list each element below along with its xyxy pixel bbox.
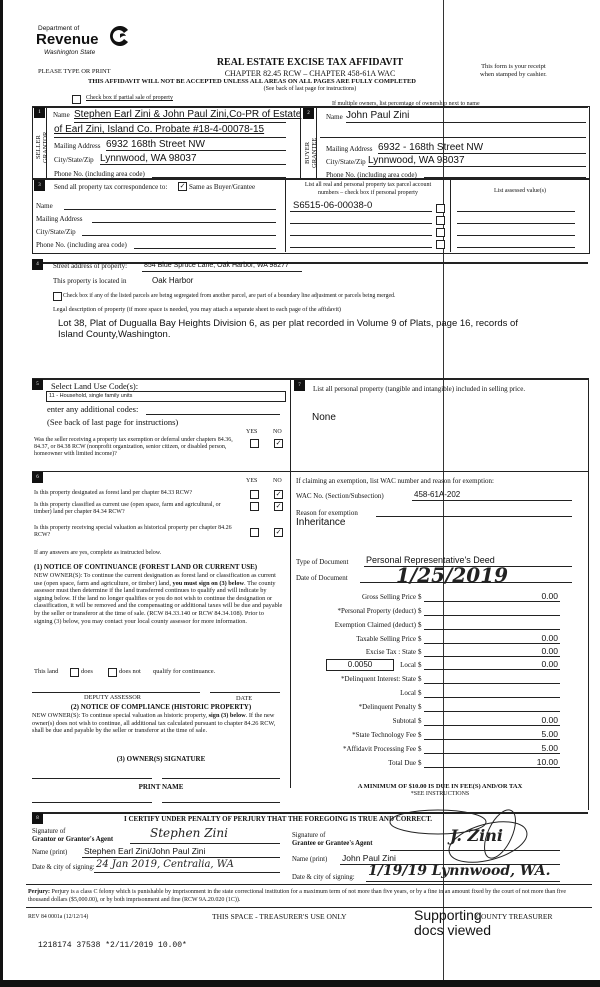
subtotal-label: Subtotal — [392, 717, 416, 725]
historic-yes-checkbox[interactable] — [250, 528, 259, 537]
print-name-line-1[interactable] — [32, 802, 152, 803]
located-in-label: This property is located in — [53, 277, 127, 285]
seller-city-label: City/State/Zip — [54, 156, 94, 164]
receipt-note — [480, 63, 547, 79]
buyer-city-label: City/State/Zip — [326, 158, 366, 166]
segregated-checkbox[interactable] — [53, 292, 62, 301]
assessed-header: List assessed value(s) — [494, 188, 546, 194]
excise-tax-local-label: Local — [400, 661, 416, 669]
left-right-column-divider — [290, 378, 291, 788]
section-3-number: 3 — [34, 180, 45, 191]
buyer-mailing-value[interactable]: 6932 - 168th Street NW — [378, 142, 484, 153]
grantee-date-value[interactable]: 1/19/19 Lynnwood, WA. — [368, 863, 551, 879]
taxable-selling-price-value[interactable]: 0.00 — [541, 633, 558, 643]
legal-description-label: Legal description of property (if more space is needed, you may attach a separate sheet to each page of the affidavit) — [53, 306, 341, 313]
personal-property-checkbox-1[interactable] — [436, 204, 445, 213]
wac-label: WAC No. (Section/Subsection) — [296, 492, 384, 500]
fee-rule — [424, 739, 560, 740]
located-in-value[interactable]: Oak Harbor — [152, 276, 194, 285]
supporting-docs-stamp — [414, 908, 491, 938]
s6-yes-header: YES — [246, 478, 258, 484]
document-date-rule — [360, 582, 572, 583]
buyer-city-rule — [368, 166, 586, 167]
please-type-label: PLEASE TYPE OR PRINT — [38, 68, 111, 75]
correspondence-phone-field[interactable] — [134, 248, 276, 249]
this-land-label: This land — [34, 668, 59, 675]
delinquent-interest-local-label: Local — [400, 689, 416, 697]
grantee-date-rule — [366, 881, 560, 882]
fee-rule — [424, 615, 560, 616]
land-use-select[interactable] — [46, 391, 286, 402]
current-use-yes-checkbox[interactable] — [250, 502, 259, 511]
buyer-phone-label: Phone No. (including area code) — [326, 171, 417, 179]
grantor-signature-rule — [130, 843, 280, 844]
state-technology-fee-value[interactable]: 5.00 — [541, 729, 558, 739]
seller-phone-label: Phone No. (including area code) — [54, 170, 145, 178]
currency-symbol: $ — [418, 745, 422, 753]
forest-land-question: Is this property designated as forest land per chapter 84.33 RCW? — [34, 490, 193, 496]
scan-bottom-edge — [0, 980, 600, 987]
currency-symbol: $ — [418, 593, 422, 601]
buyer-mailing-label: Mailing Address — [326, 145, 373, 153]
logo-state-text: Washington State — [44, 49, 96, 56]
correspondence-name-field[interactable] — [64, 209, 276, 210]
excise-tax-state-value[interactable]: 0.00 — [541, 646, 558, 656]
historic-question: Is this property receiving special valuation as historical property per chapter 84.26 RCW? — [34, 525, 232, 538]
fee-rule — [424, 669, 560, 670]
deputy-assessor-label: DEPUTY ASSESSOR — [84, 694, 141, 701]
form-chapter: CHAPTER 82.45 RCW – CHAPTER 458-61A WAC — [224, 69, 396, 78]
fee-rule — [424, 643, 560, 644]
qualify-label: qualify for continuance. — [153, 668, 216, 675]
legal-description-line2: Island County,Washington. — [58, 329, 171, 340]
owner-signature-line-1[interactable] — [32, 778, 152, 779]
stamp-line1: Supporting — [414, 907, 482, 923]
s5-yes-checkbox[interactable] — [250, 439, 259, 448]
total-due-value[interactable]: 10.00 — [536, 757, 558, 767]
currency-symbol: $ — [418, 607, 422, 615]
correspondence-city-label: City/State/Zip — [36, 228, 76, 236]
parcel-header — [287, 181, 449, 197]
grantor-date-label: Date & city of signing: — [32, 864, 95, 871]
notice-continuance-title: (1) NOTICE OF CONTINUANCE (FOREST LAND OR CURRENT USE) — [34, 563, 258, 571]
additional-codes-label: enter any additional codes: — [47, 404, 139, 414]
subtotal-value[interactable]: 0.00 — [541, 715, 558, 725]
perjury-notice: Perjury: Perjury is a class C felony which is punishable by imprisonment in the state correctional institution for a maximum term of not more than five years, or by a fine in an amount fixed by the court of not more than five thousand dollars ($5,000.00), or by both imprisonment and fine (RCW 9A.20.020 (1C)). — [28, 889, 567, 903]
delinquent-penalty-label: *Delinquent Penalty — [358, 703, 416, 711]
stamp-line2: docs viewed — [414, 922, 492, 938]
land-use-see-back: (See back of last page for instructions) — [47, 417, 179, 427]
fee-rule — [424, 767, 560, 768]
correspondence-city-field[interactable] — [82, 235, 276, 236]
buyer-name2-rule — [320, 137, 586, 138]
forest-land-yes-checkbox[interactable] — [250, 490, 259, 499]
print-name-line-2[interactable] — [162, 802, 280, 803]
receipt-note-line2: when stamped by cashier. — [480, 71, 547, 78]
send-correspondence-label: Send all property tax correspondence to: — [54, 183, 168, 191]
legal-description-line1: Lot 38, Plat of Dugualla Bay Heights Division 6, as per plat recorded in Volume 9 of Plats, page 16, records of — [58, 318, 518, 329]
currency-symbol: $ — [418, 648, 422, 656]
delinquent-interest-state-label: *Delinquent Interest: State — [340, 675, 416, 683]
section-6-number: 6 — [32, 472, 43, 483]
document-type-label: Type of Document — [296, 558, 349, 566]
street-address-label: Street address of property: — [53, 262, 128, 270]
buyer-mailing-rule — [378, 153, 586, 154]
street-address-value[interactable]: 854 Blue Spruce Lane, Oak Harbor, WA 98277 — [144, 262, 289, 269]
county-treasurer-label: COUNTY TREASURER — [476, 912, 553, 921]
grantee-signature-label-line2: Grantee or Grantee's Agent — [292, 840, 373, 847]
does-label: does — [81, 668, 93, 675]
seller-name-label: Name — [53, 111, 70, 119]
land-use-value: 11 - Household, single family units — [49, 393, 133, 399]
grantor-date-value[interactable]: 24 Jan 2019, Centralia, WA — [96, 859, 234, 870]
assessed-value-field-3[interactable] — [457, 235, 575, 236]
legal-description-value[interactable] — [58, 318, 518, 340]
notice-compliance-body: NEW OWNER(S): To continue special valuation as historic property, sign (3) below. If the new owner(s) does not wish to continue, all additional tax calculated pursuant to chapter 84.26 RCW, shall be due and payable by the seller or transferor at the time of sale. — [32, 712, 276, 735]
parcel-number-field-3[interactable] — [290, 235, 432, 236]
wac-value[interactable]: 458-61A-202 — [414, 490, 461, 499]
certify-statement: I CERTIFY UNDER PENALTY OF PERJURY THAT THE FOREGOING IS TRUE AND CORRECT. — [124, 815, 433, 823]
current-use-no-checkbox[interactable]: ✓ — [275, 502, 282, 510]
exemption-instruction: If claiming an exemption, list WAC number and reason for exemption: — [296, 477, 494, 485]
taxable-selling-price-label: Taxable Selling Price — [356, 635, 416, 643]
seller-city-value[interactable]: Lynnwood, WA 98037 — [100, 153, 197, 164]
receipt-note-line1: This form is your receipt — [481, 63, 546, 70]
land-use-label: Select Land Use Code(s): — [51, 381, 139, 391]
receipt-stamp: 1218174 37538 *2/11/2019 10.00* — [38, 941, 187, 950]
same-as-buyer-checkbox[interactable]: ✓ — [179, 182, 186, 190]
assessor-date-line[interactable] — [210, 692, 280, 693]
form-title: REAL ESTATE EXCISE TAX AFFIDAVIT — [216, 57, 404, 68]
exemption-reason-rule — [376, 516, 572, 517]
assessed-value-field-4[interactable] — [457, 247, 575, 248]
s5-no-header: NO — [273, 429, 282, 435]
parcel-number-field-4[interactable] — [290, 247, 432, 248]
parcel-number-field-2[interactable] — [290, 223, 432, 224]
partial-sale-label: Check box if partial sale of property — [86, 95, 173, 101]
grantor-date-rule — [94, 872, 280, 873]
dor-logo — [36, 22, 131, 62]
partial-sale-checkbox[interactable] — [72, 95, 81, 104]
seller-mailing-rule — [106, 150, 286, 151]
grantee-name-value[interactable]: John Paul Zini — [342, 853, 396, 863]
see-back-note: (See back of last page for instructions) — [263, 86, 357, 92]
currency-symbol: $ — [418, 759, 422, 767]
multiple-owners-note: If multiple owners, list percentage of ownership next to name — [332, 101, 480, 107]
grantor-name-value[interactable]: Stephen Earl Zini/John Paul Zini — [84, 846, 206, 856]
notice-continuance-body: NEW OWNER(S): To continue the current designation as forest land or classification as current use (open space, farm and agriculture, or timber) land, you must sign on (3) below. The county assessor must then determine if the land transferred continues to qualify and will indicate by signing below. If the land no longer qualifies or you do not wish to continue the designation or classification, it will be removed and the compensating or additional taxes will be due and payable by the seller or transferor at the time of sale. (RCW 84.33.140 or RCW 84.34.108). Prior to signing (3) below, you may contact your local county assessor for more information. — [34, 572, 283, 625]
grantor-signature-label — [32, 828, 113, 844]
section-2-number: 2 — [303, 108, 314, 119]
currency-symbol: $ — [418, 689, 422, 697]
seller-grantor-label: SELLER GRANTOR — [35, 131, 49, 164]
grantee-signature-scribble — [388, 806, 538, 866]
local-rate-box[interactable] — [326, 659, 394, 671]
grantee-name-label: Name (print) — [292, 856, 328, 863]
buyer-name-value[interactable]: John Paul Zini — [346, 110, 410, 121]
correspondence-mailing-field[interactable] — [92, 222, 276, 223]
grantor-signature-label-line2: Grantor or Grantor's Agent — [32, 836, 114, 843]
logo-revenue-text: Revenue — [36, 31, 99, 48]
parcel-header-line2: numbers – check box if personal property — [318, 190, 418, 196]
currency-symbol: $ — [418, 703, 422, 711]
fee-rule — [424, 697, 560, 698]
notice-compliance-title: (2) NOTICE OF COMPLIANCE (HISTORIC PROPERTY) — [70, 703, 252, 711]
exemption-claimed-label: Exemption Claimed (deduct) — [334, 621, 416, 629]
footer-top-rule — [26, 884, 592, 885]
section-5-number: 5 — [32, 379, 43, 390]
wac-rule — [412, 500, 572, 501]
fee-rule — [424, 629, 560, 630]
section-6-top-rule — [32, 471, 588, 472]
footer-rule — [26, 907, 592, 908]
parcel-divider — [285, 178, 286, 252]
local-rate-value: 0.0050 — [347, 660, 373, 669]
seller-city-rule — [100, 164, 286, 165]
total-due-label: Total Due — [388, 759, 416, 767]
does-qualify-checkbox[interactable] — [70, 668, 79, 677]
section-7-number: 7 — [294, 380, 305, 391]
s6-no-header: NO — [273, 478, 282, 484]
form-id: REV 84 0001a (12/12/14) — [28, 914, 89, 920]
if-yes-instruction: If any answers are yes, complete as instructed below. — [34, 550, 162, 556]
segregated-label: Check box if any of the listed parcels are being segregated from another parcel, are part of a boundary line adjustment or parcels being merged. — [63, 293, 396, 299]
parcel-header-line1: List all real and personal property tax parcel account — [304, 182, 432, 188]
additional-codes-field[interactable] — [146, 414, 280, 415]
seller-mailing-label: Mailing Address — [54, 142, 101, 150]
fee-rule — [424, 656, 560, 657]
fee-rule — [424, 711, 560, 712]
seller-name2-rule — [54, 137, 286, 138]
assessed-value-field-1[interactable] — [457, 211, 575, 212]
gross-selling-price-label: Gross Selling Price — [361, 593, 416, 601]
currency-symbol: $ — [418, 661, 422, 669]
grantor-name-label: Name (print) — [32, 849, 68, 856]
personal-property-value[interactable]: None — [312, 412, 336, 423]
personal-property-checkbox-3[interactable] — [436, 228, 445, 237]
document-date-label: Date of Document — [296, 574, 348, 582]
section-1-2-divider — [300, 106, 301, 178]
personal-property-label: List all personal property (tangible and intangible) included in selling price. — [313, 385, 526, 393]
dor-swirl-icon — [108, 24, 132, 48]
buyer-name-rule — [346, 122, 586, 123]
logo-dept-text: Department of — [38, 25, 80, 32]
seller-name-rule — [74, 122, 286, 123]
buyer-name-label: Name — [326, 113, 343, 121]
grantor-signature[interactable]: Stephen Zini — [150, 826, 228, 840]
s5-yes-header: YES — [246, 429, 258, 435]
state-technology-fee-label: *State Technology Fee — [352, 731, 416, 739]
correspondence-phone-label: Phone No. (including area code) — [36, 241, 127, 249]
currency-symbol: $ — [418, 621, 422, 629]
owner-signature-line-2[interactable] — [162, 778, 280, 779]
personal-property-deduct-label: *Personal Property (deduct) — [337, 607, 416, 615]
parcel-number-1[interactable]: S6515-06-00038-0 — [293, 200, 373, 211]
section-8-number: 8 — [32, 813, 43, 824]
minimum-due-note: A MINIMUM OF $10.00 IS DUE IN FEE(S) AND/OR TAX — [357, 783, 523, 790]
grantor-signature-label-line1: Signature of — [32, 828, 66, 835]
seller-mailing-value[interactable]: 6932 168th Street NW — [106, 139, 205, 150]
currency-symbol: $ — [418, 675, 422, 683]
section-1-number: 1 — [34, 107, 45, 118]
assessed-divider — [450, 178, 451, 252]
same-as-buyer-label: Same as Buyer/Grantee — [189, 183, 256, 191]
grantee-signature[interactable]: J. Zini — [450, 826, 503, 845]
section-4-number: 4 — [32, 259, 43, 270]
excise-tax-state-label: Excise Tax : State — [365, 648, 416, 656]
grantee-signature-rule — [390, 850, 560, 851]
grantor-name-rule — [82, 857, 280, 858]
document-date-value[interactable]: 1/25/2019 — [396, 563, 509, 587]
print-name-label: PRINT NAME — [138, 783, 184, 791]
assessed-value-field-2[interactable] — [457, 223, 575, 224]
deputy-assessor-signature-line[interactable] — [32, 692, 200, 693]
seller-name-line1[interactable]: Stephen Earl Zini & John Paul Zini,Co-PR of Estate — [74, 109, 302, 120]
buyer-grantee-label: BUYER GRANTEE — [304, 137, 318, 168]
correspondence-mailing-label: Mailing Address — [36, 215, 83, 223]
fee-rule — [424, 753, 560, 754]
gross-selling-price-value[interactable]: 0.00 — [541, 591, 558, 601]
document-type-value[interactable]: Personal Representative's Deed — [366, 555, 495, 565]
exemption-deferral-question: Was the seller receiving a property tax exemption or deferral under chapters 84.36, 84.37, or 84.38 RCW (nonprofit organization, senior citizen, or disabled person, homeowner with limited income)? — [34, 437, 233, 457]
grantee-signature-label — [292, 832, 372, 848]
grantee-signature-label-line1: Signature of — [292, 832, 326, 839]
parcel-rule-1 — [290, 211, 432, 212]
correspondence-name-label: Name — [36, 202, 53, 210]
treasurer-use-label: THIS SPACE - TREASURER'S USE ONLY — [212, 912, 347, 921]
buyer-city-value[interactable]: Lynnwood, WA 98037 — [368, 155, 465, 166]
does-not-label: does not — [119, 668, 141, 675]
forest-land-no-checkbox[interactable]: ✓ — [275, 490, 282, 498]
exemption-reason-label: Reason for exemption — [296, 509, 358, 517]
exemption-reason-value[interactable]: Inheritance — [296, 517, 346, 528]
personal-property-checkbox-4[interactable] — [436, 240, 445, 249]
fee-rule — [424, 683, 560, 684]
form-warning: THIS AFFIDAVIT WILL NOT BE ACCEPTED UNLESS ALL AREAS ON ALL PAGES ARE FULLY COMPLETED — [88, 78, 416, 85]
historic-no-checkbox[interactable]: ✓ — [275, 528, 282, 536]
affidavit-processing-fee-label: *Affidavit Processing Fee — [343, 745, 416, 753]
section-5-top-rule — [32, 378, 588, 380]
currency-symbol: $ — [418, 731, 422, 739]
excise-tax-local-value[interactable]: 0.00 — [541, 659, 558, 669]
right-border — [588, 378, 589, 810]
see-instructions-note: *SEE INSTRUCTIONS — [410, 791, 470, 797]
fee-rule — [424, 725, 560, 726]
s5-no-checkbox[interactable]: ✓ — [275, 439, 282, 447]
street-address-rule — [142, 271, 302, 272]
owner-signature-title: (3) OWNER(S) SIGNATURE — [116, 755, 206, 763]
affidavit-processing-fee-value[interactable]: 5.00 — [541, 743, 558, 753]
fee-rule — [424, 601, 560, 602]
currency-symbol: $ — [418, 635, 422, 643]
currency-symbol: $ — [418, 717, 422, 725]
personal-property-checkbox-2[interactable] — [436, 216, 445, 225]
assessor-date-label: DATE — [236, 695, 253, 702]
grantee-date-label: Date & city of signing: — [292, 874, 355, 881]
scan-left-edge — [0, 0, 3, 987]
seller-name-line2[interactable]: of Earl Zini, Island Co. Probate #18-4-00078-15 — [54, 124, 265, 135]
current-use-question: Is this property classified as current use (open space, farm and agricultural, or timber) land per chapter 84.34 RCW? — [34, 502, 221, 515]
does-not-qualify-checkbox[interactable] — [108, 668, 117, 677]
